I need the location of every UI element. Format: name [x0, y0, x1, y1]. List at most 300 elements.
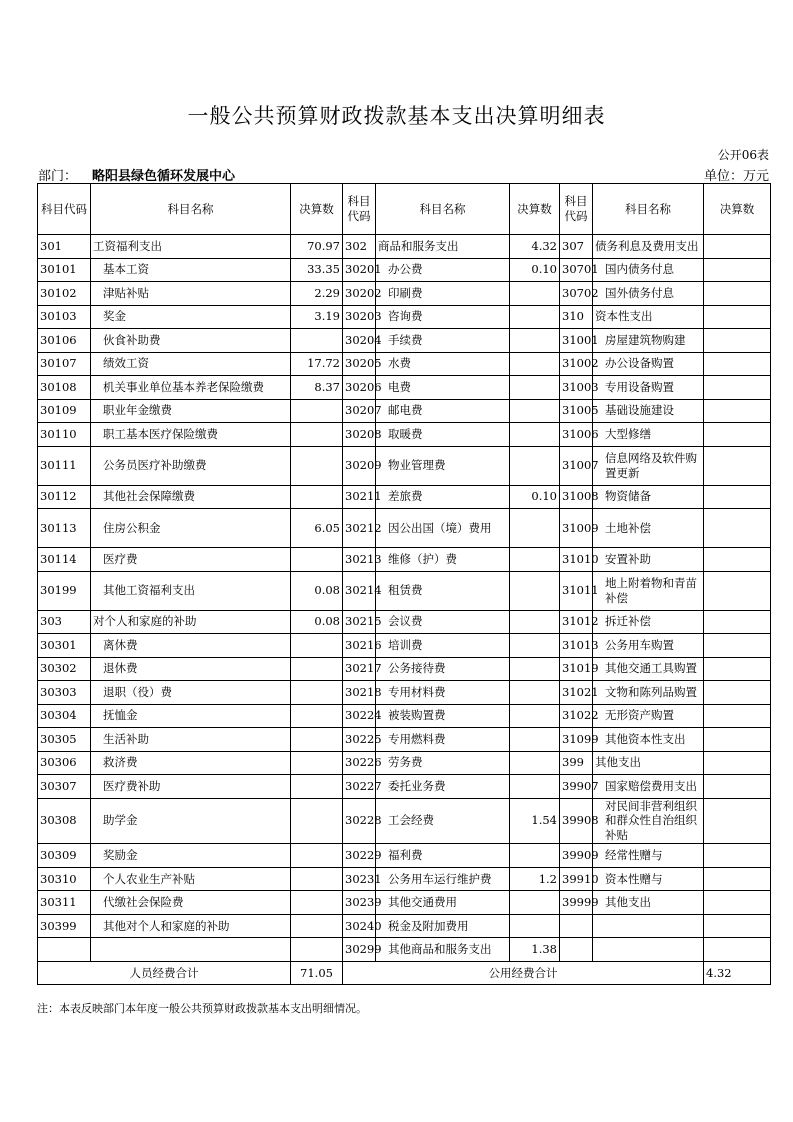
cell-name: 退休费 [91, 657, 291, 681]
cell-name [593, 914, 704, 938]
cell-amount [510, 509, 560, 548]
table-row [38, 446, 771, 485]
cell-code: 39910 [560, 867, 593, 891]
table-row [38, 352, 771, 376]
personnel-total-value: 71.05 [291, 961, 343, 985]
cell-code: 307 [560, 235, 593, 259]
cell-code: 30310 [38, 867, 91, 891]
cell-name: 职工基本医疗保险缴费 [91, 423, 291, 447]
table-row [38, 914, 771, 938]
cell-name: 其他商品和服务支出 [376, 938, 510, 962]
cell-amount [291, 704, 343, 728]
cell-code: 30201 [343, 258, 376, 282]
cell-name: 其他支出 [593, 891, 704, 915]
unit-label: 单位：万元 [703, 169, 769, 184]
table-row [38, 938, 771, 962]
cell-amount [510, 446, 560, 485]
table-row [38, 728, 771, 752]
cell-code: 30306 [38, 751, 91, 775]
cell-code: 30113 [38, 509, 91, 548]
cell-code: 30228 [343, 798, 376, 844]
cell-code: 30308 [38, 798, 91, 844]
cell-amount [510, 305, 560, 329]
cell-code: 31022 [560, 704, 593, 728]
cell-name: 其他资本性支出 [593, 728, 704, 752]
cell-amount: 33.35 [291, 258, 343, 282]
cell-name: 培训费 [376, 634, 510, 658]
cell-name: 医疗费补助 [91, 775, 291, 799]
header-name: 科目名称 [91, 184, 291, 235]
cell-name: 其他支出 [593, 751, 704, 775]
cell-name: 退职（役）费 [91, 681, 291, 705]
cell-amount [510, 844, 560, 868]
cell-name: 资本性赠与 [593, 867, 704, 891]
cell-amount: 8.37 [291, 376, 343, 400]
cell-amount [704, 891, 771, 915]
header-name-2: 科目名称 [376, 184, 510, 235]
cell-amount [704, 775, 771, 799]
cell-name: 公务用车购置 [593, 634, 704, 658]
cell-name: 助学金 [91, 798, 291, 844]
cell-name: 地上附着物和青苗补偿 [593, 571, 704, 610]
cell-code: 30103 [38, 305, 91, 329]
cell-amount [510, 399, 560, 423]
cell-code: 399 [560, 751, 593, 775]
table-row [38, 305, 771, 329]
cell-amount [704, 423, 771, 447]
cell-amount: 0.10 [510, 258, 560, 282]
cell-amount [704, 305, 771, 329]
cell-amount [510, 657, 560, 681]
cell-amount [704, 704, 771, 728]
table-row [38, 399, 771, 423]
cell-code: 30305 [38, 728, 91, 752]
cell-amount [291, 399, 343, 423]
cell-name: 委托业务费 [376, 775, 510, 799]
cell-name: 邮电费 [376, 399, 510, 423]
table-row [38, 235, 771, 259]
cell-code: 30106 [38, 329, 91, 353]
cell-code: 30215 [343, 610, 376, 634]
cell-code: 30111 [38, 446, 91, 485]
cell-code: 30199 [38, 571, 91, 610]
table-row [38, 571, 771, 610]
table-row [38, 681, 771, 705]
cell-name: 国家赔偿费用支出 [593, 775, 704, 799]
cell-amount [291, 751, 343, 775]
cell-amount: 0.08 [291, 571, 343, 610]
cell-code: 30399 [38, 914, 91, 938]
cell-amount: 17.72 [291, 352, 343, 376]
header-amount-3: 决算数 [704, 184, 771, 235]
cell-amount [704, 938, 771, 962]
cell-amount [510, 634, 560, 658]
cell-code: 30107 [38, 352, 91, 376]
cell-amount [704, 798, 771, 844]
table-row [38, 775, 771, 799]
cell-amount [704, 728, 771, 752]
cell-code: 30304 [38, 704, 91, 728]
cell-code: 39999 [560, 891, 593, 915]
cell-code: 30203 [343, 305, 376, 329]
cell-code [560, 938, 593, 962]
cell-amount [510, 775, 560, 799]
cell-amount [510, 329, 560, 353]
cell-code: 31003 [560, 376, 593, 400]
cell-amount [291, 728, 343, 752]
cell-name: 其他交通费用 [376, 891, 510, 915]
header-code-3: 科目代码 [560, 184, 593, 235]
table-row [38, 423, 771, 447]
header-amount: 决算数 [291, 184, 343, 235]
form-number: 公开06表 [717, 148, 769, 162]
header-code: 科目代码 [38, 184, 91, 235]
cell-name: 国外债务付息 [593, 282, 704, 306]
cell-code: 30102 [38, 282, 91, 306]
cell-name: 基本工资 [91, 258, 291, 282]
cell-code: 30208 [343, 423, 376, 447]
cell-name: 劳务费 [376, 751, 510, 775]
cell-name: 文物和陈列品购置 [593, 681, 704, 705]
cell-code: 30202 [343, 282, 376, 306]
public-total-label: 公用经费合计 [343, 961, 704, 985]
cell-amount [291, 914, 343, 938]
cell-code: 30239 [343, 891, 376, 915]
table-row [38, 798, 771, 844]
cell-name: 对个人和家庭的补助 [91, 610, 291, 634]
cell-code: 30212 [343, 509, 376, 548]
cell-code: 31010 [560, 548, 593, 572]
cell-code: 30240 [343, 914, 376, 938]
cell-amount [510, 571, 560, 610]
cell-amount [291, 681, 343, 705]
cell-name: 离休费 [91, 634, 291, 658]
cell-name: 工资福利支出 [91, 235, 291, 259]
cell-code: 302 [343, 235, 376, 259]
cell-code: 30303 [38, 681, 91, 705]
cell-name: 专用燃料费 [376, 728, 510, 752]
cell-name: 土地补偿 [593, 509, 704, 548]
cell-code: 31005 [560, 399, 593, 423]
cell-name: 其他工资福利支出 [91, 571, 291, 610]
cell-name: 国内债务付息 [593, 258, 704, 282]
cell-amount: 2.29 [291, 282, 343, 306]
cell-amount [704, 446, 771, 485]
cell-name [91, 938, 291, 962]
cell-name: 水费 [376, 352, 510, 376]
cell-code: 30231 [343, 867, 376, 891]
cell-name: 租赁费 [376, 571, 510, 610]
cell-code: 30307 [38, 775, 91, 799]
cell-name: 办公费 [376, 258, 510, 282]
cell-code: 31001 [560, 329, 593, 353]
cell-name: 其他交通工具购置 [593, 657, 704, 681]
table-header-row [38, 184, 771, 235]
cell-code: 30224 [343, 704, 376, 728]
cell-code: 31009 [560, 509, 593, 548]
cell-name: 信息网络及软件购置更新 [593, 446, 704, 485]
cell-code: 31021 [560, 681, 593, 705]
cell-name: 拆迁补偿 [593, 610, 704, 634]
cell-name: 咨询费 [376, 305, 510, 329]
table-row [38, 548, 771, 572]
cell-name: 办公设备购置 [593, 352, 704, 376]
cell-name: 资本性支出 [593, 305, 704, 329]
table-row [38, 751, 771, 775]
cell-amount [704, 376, 771, 400]
cell-code: 30214 [343, 571, 376, 610]
cell-name: 代缴社会保险费 [91, 891, 291, 915]
table-row [38, 282, 771, 306]
cell-amount [291, 844, 343, 868]
cell-amount [291, 548, 343, 572]
cell-name: 职业年金缴费 [91, 399, 291, 423]
cell-code: 31013 [560, 634, 593, 658]
cell-amount [291, 657, 343, 681]
cell-name: 抚恤金 [91, 704, 291, 728]
cell-code: 30229 [343, 844, 376, 868]
cell-name: 专用设备购置 [593, 376, 704, 400]
cell-name: 津贴补贴 [91, 282, 291, 306]
cell-amount [291, 634, 343, 658]
cell-amount [704, 509, 771, 548]
footnote: 注：本表反映部门本年度一般公共预算财政拨款基本支出明细情况。 [37, 1002, 367, 1015]
cell-code: 303 [38, 610, 91, 634]
cell-amount [291, 485, 343, 509]
table-row [38, 704, 771, 728]
cell-code: 30702 [560, 282, 593, 306]
cell-code: 30205 [343, 352, 376, 376]
public-total-value: 4.32 [704, 961, 771, 985]
cell-amount [704, 751, 771, 775]
header-code-2: 科目代码 [343, 184, 376, 235]
cell-amount: 0.08 [291, 610, 343, 634]
cell-amount [704, 352, 771, 376]
table-row [38, 329, 771, 353]
table-row [38, 634, 771, 658]
cell-name: 其他社会保障缴费 [91, 485, 291, 509]
cell-name: 因公出国（境）费用 [376, 509, 510, 548]
cell-code: 30211 [343, 485, 376, 509]
department-label: 部门： [38, 169, 78, 184]
cell-name: 其他对个人和家庭的补助 [91, 914, 291, 938]
cell-name: 医疗费 [91, 548, 291, 572]
cell-code: 31008 [560, 485, 593, 509]
cell-amount [510, 751, 560, 775]
cell-code: 310 [560, 305, 593, 329]
cell-code: 30217 [343, 657, 376, 681]
cell-code: 30302 [38, 657, 91, 681]
table-row [38, 657, 771, 681]
cell-amount: 1.38 [510, 938, 560, 962]
cell-name: 取暖费 [376, 423, 510, 447]
cell-amount: 1.2 [510, 867, 560, 891]
table-row [38, 844, 771, 868]
cell-name: 差旅费 [376, 485, 510, 509]
cell-code: 30101 [38, 258, 91, 282]
totals-row [38, 961, 771, 985]
cell-name: 工会经费 [376, 798, 510, 844]
cell-name: 公务员医疗补助缴费 [91, 446, 291, 485]
cell-name: 奖励金 [91, 844, 291, 868]
cell-code: 30112 [38, 485, 91, 509]
personnel-total-label: 人员经费合计 [38, 961, 291, 985]
cell-name: 公务接待费 [376, 657, 510, 681]
cell-amount: 4.32 [510, 235, 560, 259]
cell-name: 基础设施建设 [593, 399, 704, 423]
cell-amount [704, 571, 771, 610]
cell-code: 30225 [343, 728, 376, 752]
cell-amount [704, 844, 771, 868]
cell-name: 商品和服务支出 [376, 235, 510, 259]
cell-name: 物业管理费 [376, 446, 510, 485]
cell-amount [510, 282, 560, 306]
cell-code: 30227 [343, 775, 376, 799]
table-row [38, 509, 771, 548]
header-amount-2: 决算数 [510, 184, 560, 235]
cell-code: 31099 [560, 728, 593, 752]
cell-amount [704, 914, 771, 938]
table-row [38, 610, 771, 634]
cell-amount [704, 681, 771, 705]
cell-amount [704, 235, 771, 259]
cell-code: 31007 [560, 446, 593, 485]
cell-amount [704, 329, 771, 353]
cell-name: 安置补助 [593, 548, 704, 572]
cell-amount [704, 548, 771, 572]
cell-amount [510, 423, 560, 447]
cell-name: 债务利息及费用支出 [593, 235, 704, 259]
cell-amount [291, 798, 343, 844]
cell-code: 30309 [38, 844, 91, 868]
cell-amount [704, 610, 771, 634]
cell-amount: 3.19 [291, 305, 343, 329]
cell-name: 绩效工资 [91, 352, 291, 376]
cell-name: 专用材料费 [376, 681, 510, 705]
cell-name: 公务用车运行维护费 [376, 867, 510, 891]
cell-name: 个人农业生产补贴 [91, 867, 291, 891]
cell-code: 39907 [560, 775, 593, 799]
cell-name: 房屋建筑物购建 [593, 329, 704, 353]
cell-amount [291, 938, 343, 962]
cell-amount [510, 728, 560, 752]
cell-name: 机关事业单位基本养老保险缴费 [91, 376, 291, 400]
cell-amount [704, 657, 771, 681]
cell-code: 39909 [560, 844, 593, 868]
cell-name: 经常性赠与 [593, 844, 704, 868]
cell-name: 生活补助 [91, 728, 291, 752]
cell-amount [510, 891, 560, 915]
expenditure-table [37, 183, 771, 985]
cell-amount [291, 891, 343, 915]
cell-amount [291, 775, 343, 799]
cell-name [593, 938, 704, 962]
cell-code: 301 [38, 235, 91, 259]
cell-name: 物资储备 [593, 485, 704, 509]
cell-code: 30206 [343, 376, 376, 400]
cell-code: 30218 [343, 681, 376, 705]
cell-code: 31002 [560, 352, 593, 376]
cell-amount [704, 399, 771, 423]
cell-name: 住房公积金 [91, 509, 291, 548]
cell-code: 30114 [38, 548, 91, 572]
cell-amount: 70.97 [291, 235, 343, 259]
cell-amount [704, 282, 771, 306]
table-row [38, 867, 771, 891]
cell-code [560, 914, 593, 938]
cell-amount [510, 548, 560, 572]
cell-code: 30301 [38, 634, 91, 658]
cell-code: 39908 [560, 798, 593, 844]
cell-name: 救济费 [91, 751, 291, 775]
cell-amount [704, 258, 771, 282]
cell-amount [510, 610, 560, 634]
cell-amount: 1.54 [510, 798, 560, 844]
cell-name: 大型修缮 [593, 423, 704, 447]
cell-name: 福利费 [376, 844, 510, 868]
cell-amount [510, 352, 560, 376]
cell-amount: 0.10 [510, 485, 560, 509]
cell-name: 被装购置费 [376, 704, 510, 728]
cell-amount [291, 867, 343, 891]
cell-name: 税金及附加费用 [376, 914, 510, 938]
cell-amount [291, 329, 343, 353]
cell-code: 30299 [343, 938, 376, 962]
department-name: 略阳县绿色循环发展中心 [92, 169, 236, 184]
table-row [38, 376, 771, 400]
cell-amount [510, 681, 560, 705]
header-name-3: 科目名称 [593, 184, 704, 235]
cell-code: 31012 [560, 610, 593, 634]
cell-code: 30226 [343, 751, 376, 775]
table-row [38, 485, 771, 509]
cell-amount [510, 376, 560, 400]
cell-code: 31011 [560, 571, 593, 610]
cell-code: 30213 [343, 548, 376, 572]
cell-code: 30109 [38, 399, 91, 423]
cell-code: 30207 [343, 399, 376, 423]
cell-name: 奖金 [91, 305, 291, 329]
cell-name: 电费 [376, 376, 510, 400]
cell-amount [291, 446, 343, 485]
cell-name: 伙食补助费 [91, 329, 291, 353]
table-row [38, 891, 771, 915]
cell-amount [291, 423, 343, 447]
cell-code: 31019 [560, 657, 593, 681]
cell-amount [704, 634, 771, 658]
cell-amount [510, 914, 560, 938]
cell-name: 维修（护）费 [376, 548, 510, 572]
cell-name: 手续费 [376, 329, 510, 353]
cell-name: 会议费 [376, 610, 510, 634]
cell-code: 30108 [38, 376, 91, 400]
cell-amount [704, 485, 771, 509]
cell-code: 30701 [560, 258, 593, 282]
cell-name: 无形资产购置 [593, 704, 704, 728]
cell-code: 30209 [343, 446, 376, 485]
cell-name: 印刷费 [376, 282, 510, 306]
page-title: 一般公共预算财政拨款基本支出决算明细表 [187, 104, 606, 128]
cell-code: 31006 [560, 423, 593, 447]
cell-amount [704, 867, 771, 891]
cell-amount: 6.05 [291, 509, 343, 548]
cell-name: 对民间非营利组织和群众性自治组织补贴 [593, 798, 704, 844]
cell-code: 30204 [343, 329, 376, 353]
cell-code [38, 938, 91, 962]
department-row [38, 165, 769, 183]
table-row [38, 258, 771, 282]
cell-code: 30110 [38, 423, 91, 447]
